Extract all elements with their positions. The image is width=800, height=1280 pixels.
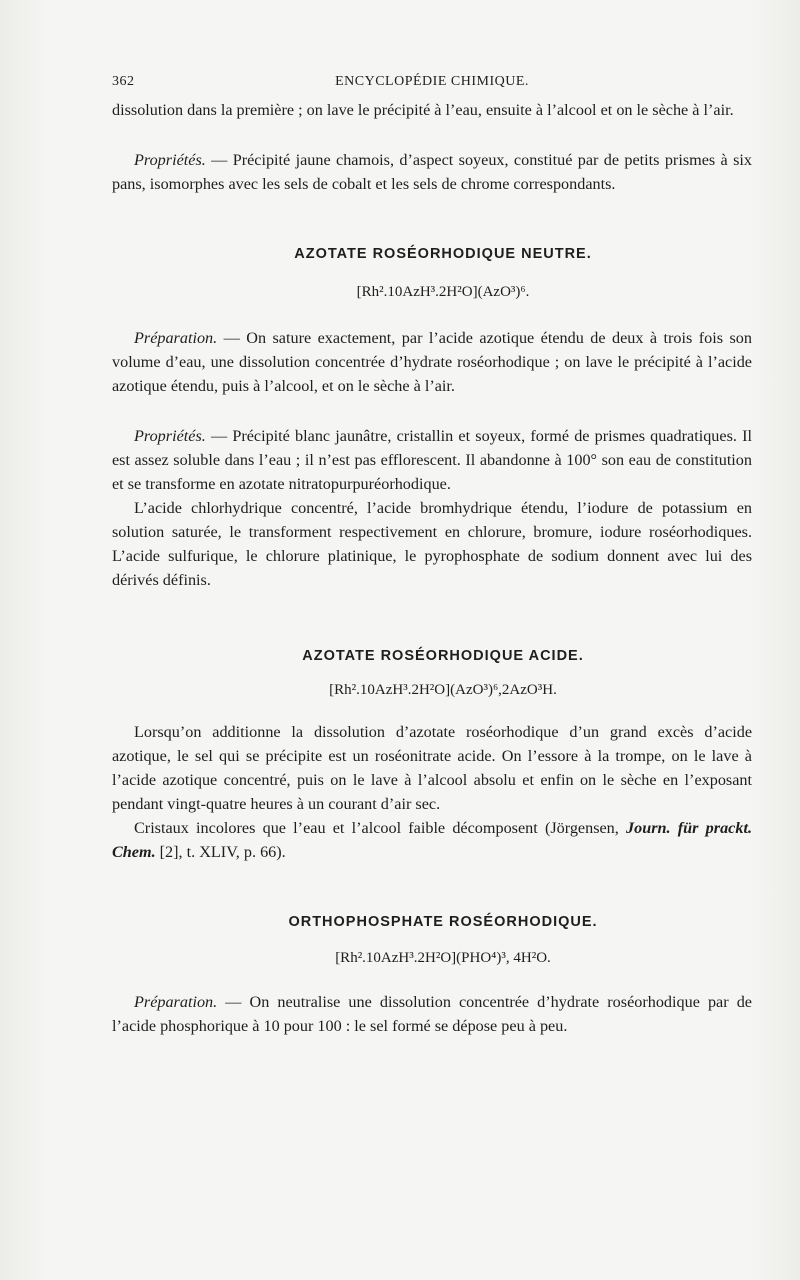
- section-title-orthophosphate: ORTHOPHOSPHATE ROSÉORHODIQUE.: [288, 914, 598, 930]
- paragraph-proprietes-2: [112, 424, 752, 496]
- journal-reference: Journ. für prackt. Chem.: [112, 819, 752, 861]
- formula-azotate-neutre: [Rh².10AzH³.2H²O](AzO³)⁶.: [356, 284, 530, 300]
- paragraph-continuation: dissolution dans la première ; on lave le précipité à l’eau, ensuite à l’alcool et on le sèche à l’air.: [112, 101, 734, 119]
- paragraph-text: — On neutralise une dissolution concentrée d’hydrate roséorhodique par de l’acide phosphorique à 10 pour 100 : le sel formé se dépose peu à peu.: [112, 993, 752, 1035]
- paragraph-cristaux: [112, 816, 752, 864]
- page-header: [112, 74, 752, 96]
- paragraph-lead: Propriétés.: [134, 151, 206, 169]
- paragraph-text: — Précipité blanc jaunâtre, cristallin et soyeux, formé de prismes quadratiques. Il est assez soluble dans l’eau ; il n’est pas efflorescent. Il abandonne à 100° son eau de constitution et se transforme en azotate nitratopurpuréorhodique.: [112, 427, 752, 493]
- paragraph-text: — On sature exactement, par l’acide azotique étendu de deux à trois fois son volume d’eau, une dissolution concentrée d’hydrate roséorhodique ; on lave le précipité à l’acide azotique étendu, puis à l’alcool, et on le sèche à l’air.: [112, 329, 752, 395]
- paragraph-lead: Préparation.: [134, 329, 218, 347]
- formula-orthophosphate: [Rh².10AzH³.2H²O](PHO⁴)³, 4H²O.: [335, 950, 551, 966]
- section-title-azotate-neutre: AZOTATE ROSÉORHODIQUE NEUTRE.: [294, 246, 592, 262]
- paragraph-preparation-2: [112, 990, 752, 1038]
- paragraph-proprietes-1: [112, 148, 752, 196]
- page-number: 362: [112, 74, 135, 89]
- formula-azotate-acide: [Rh².10AzH³.2H²O](AzO³)⁶,2AzO³H.: [329, 682, 557, 698]
- paragraph-text: Cristaux incolores que l’eau et l’alcool faible décomposent (Jörgensen,: [134, 819, 627, 837]
- page-body: [112, 98, 752, 1038]
- paragraph-acides: L’acide chlorhydrique concentré, l’acide bromhydrique étendu, l’iodure de potassium en solution saturée, le transforment respectivement en chlorure, bromure, iodure roséorhodiques. L’acide sulfurique, le chlorure platinique, le pyrophosphate de sodium donnent avec lui des dérivés définis.: [112, 499, 752, 589]
- paragraph-roseonitrate: Lorsqu’on additionne la dissolution d’azotate roséorhodique d’un grand excès d’acide azotique, le sel qui se précipite est un roséonitrate acide. On l’essore à la trompe, on le lave à l’acide azotique concentré, puis on le lave à l’alcool absolu et enfin on le sèche en l’exposant pendant vingt-quatre heures à un courant d’air sec.: [112, 723, 752, 813]
- section-title-azotate-acide: AZOTATE ROSÉORHODIQUE ACIDE.: [302, 648, 584, 664]
- paragraph-text: — Précipité jaune chamois, d’aspect soyeux, constitué par de petits prismes à six pans, isomorphes avec les sels de cobalt et les sels de chrome correspondants.: [112, 151, 752, 193]
- paragraph-text: [2], t. XLIV, p. 66).: [155, 843, 286, 861]
- paragraph-lead: Préparation.: [134, 993, 218, 1011]
- running-title: ENCYCLOPÉDIE CHIMIQUE.: [335, 74, 529, 89]
- paragraph-lead: Propriétés.: [134, 427, 206, 445]
- paragraph-preparation-1: [112, 326, 752, 398]
